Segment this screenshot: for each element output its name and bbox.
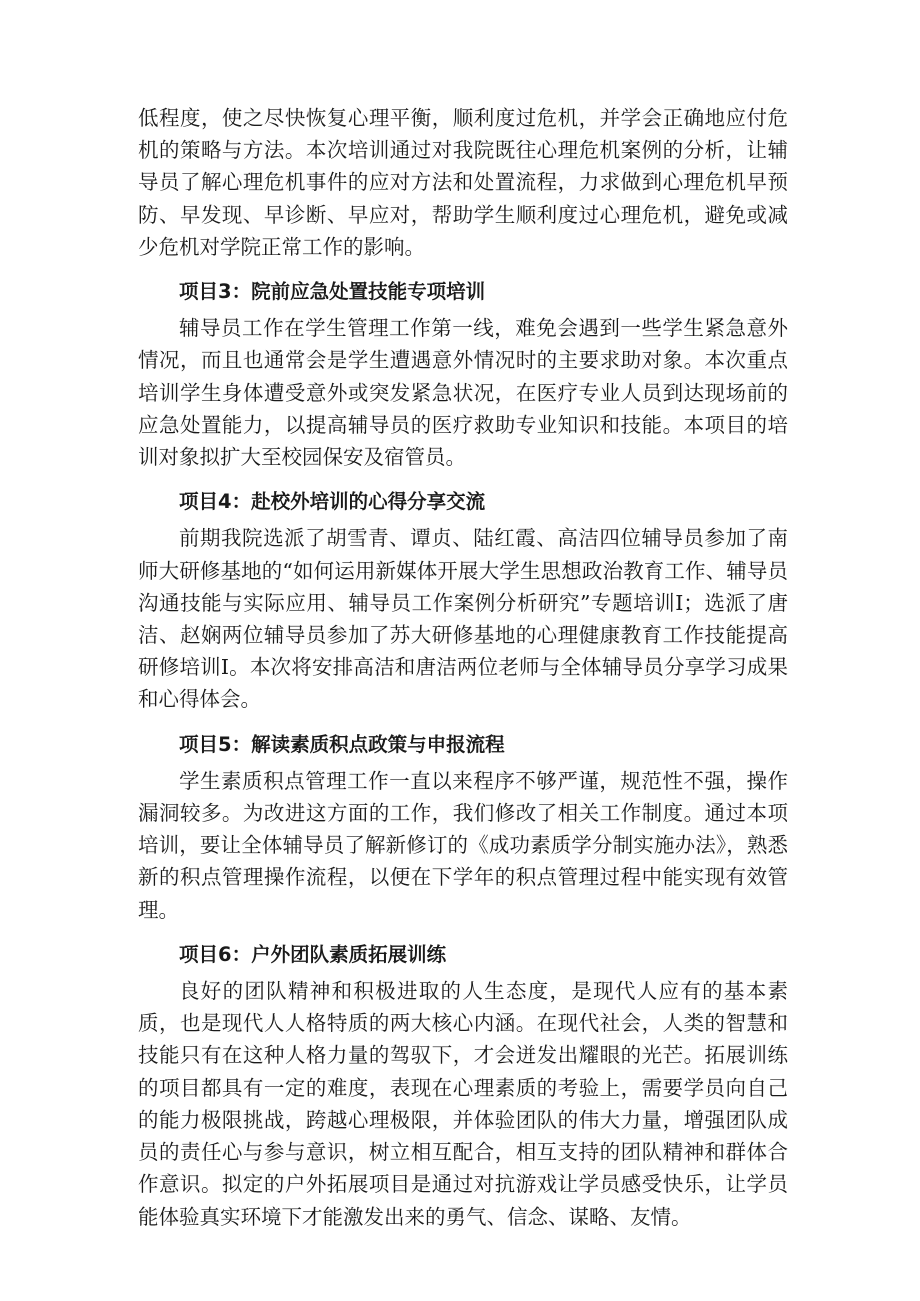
paragraph-project-5: 学生素质积点管理工作一直以来程序不够严谨，规范性不强，操作漏洞较多。为改进这方面的工作，我们修改了相关工作制度。通过本项培训，要让全体辅导员了解新修订的《成功素质学分制实施办法》，熟悉新的积点管理操作流程，以便在下学年的积点管理过程中能实现有效管理。	[138, 768, 788, 922]
paragraph-project-3: 辅导员工作在学生管理工作第一线，难免会遇到一些学生紧急意外情况，而且也通常会是学生遭遇意外情况时的主要求助对象。本次重点培训学生身体遭受意外或突发紧急状况，在医疗专业人员到达现场前的应急处置能力，以提高辅导员的医疗救助专业知识和技能。本项目的培训对象拟扩大至校园保安及宿管员。	[138, 316, 788, 470]
heading-project-4: 项目4：赴校外培训的心得分享交流	[179, 490, 486, 514]
paragraph-project-4: 前期我院选派了胡雪青、谭贞、陆红霞、高洁四位辅导员参加了南师大研修基地的“如何运用新媒体开展大学生思想政治教育工作、辅导员沟通技能与实际应用、辅导员工作案例分析研究”专题培训I；选派了唐洁、赵娴两位辅导员参加了苏大研修基地的心理健康教育工作技能提高研修培训I。本次将安排高洁和唐洁两位老师与全体辅导员分享学习成果和心得体会。	[138, 526, 788, 712]
paragraph-continued: 低程度，使之尽快恢复心理平衡，顺利度过危机，并学会正确地应付危机的策略与方法。本次培训通过对我院既往心理危机案例的分析，让辅导员了解心理危机事件的应对方法和处置流程，力求做到心理危机早预防、早发现、早诊断、早应对，帮助学生顺利度过心理危机，避免或减少危机对学院正常工作的影响。	[138, 106, 788, 259]
heading-project-5: 项目5：解读素质积点政策与申报流程	[179, 732, 505, 756]
heading-project-6: 项目6：户外团队素质拓展训练	[179, 942, 447, 966]
document-page	[138, 102, 788, 1233]
heading-project-3: 项目3：院前应急处置技能专项培训	[179, 280, 486, 304]
paragraph-project-6: 良好的团队精神和积极进取的人生态度，是现代人应有的基本素质，也是现代人人格特质的两大核心内涵。在现代社会，人类的智慧和技能只有在这种人格力量的驾驭下，才会迸发出耀眼的光芒。拓展训练的项目都具有一定的难度，表现在心理素质的考验上，需要学员向自己的能力极限挑战，跨越心理极限，并体验团队的伟大力量，增强团队成员的责任心与参与意识，树立相互配合，相互支持的团队精神和群体合作意识。拟定的户外拓展项目是通过对抗游戏让学员感受快乐，让学员能体验真实环境下才能激发出来的勇气、信念、谋略、友情。	[138, 979, 788, 1229]
